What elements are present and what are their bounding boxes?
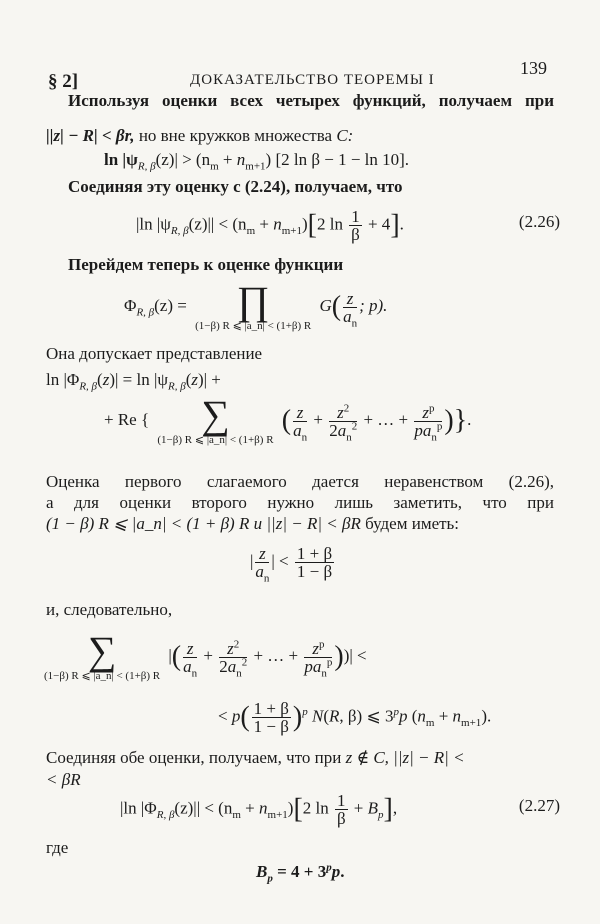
fraction: $\frac{z}{a_n}$ — [343, 288, 358, 329]
math-inline: ||z| − R| < βr, — [46, 126, 135, 145]
paragraph-line: а для оценки второго нужно лишь заметить, что при — [46, 493, 554, 512]
section-marker: § 2] — [48, 71, 79, 92]
sum-operator: ∑ (1−β) R ⩽ |a_n| < (1+β) R — [44, 628, 161, 682]
equation-line: + Re { ∑ (1−β) R ⩽ |a_n| < (1+β) R ( $\frac{z}{a_n}$ + $\frac{z^2}{2a_n^2}$ + … + $\frac{z^p}{pa_n^p}$ )}. — [104, 392, 472, 446]
equation-line: < p( $\frac{1 + \beta}{1 - \beta}$ )$^p$ N(R, β) ⩽ 3$^p$p $(n_m + n_{m+1})$. — [218, 699, 492, 736]
paragraph-line: Оценка первого слагаемого дается неравенством (2.26), — [46, 472, 554, 491]
paragraph-line: < βR — [46, 770, 81, 789]
paragraph-line: Соединяя обе оценки, получаем, что при z ∉ C, ||z| − R| < — [46, 748, 465, 767]
math-inline: C: — [336, 126, 354, 145]
paragraph-line: и, следовательно, — [46, 600, 173, 619]
running-title: ДОКАЗАТЕЛЬСТВО ТЕОРЕМЫ I — [190, 72, 435, 88]
paragraph-line: Она допускает представление — [46, 344, 263, 363]
equation-number: (2.27) — [518, 796, 560, 815]
equation-2-27: |ln $|\Phi_{R, \beta}(z)|| < (n_m + n_{m+1})[2$ ln $\frac{1}{\beta}$ + $B_p$], — [120, 791, 398, 828]
equation-phi-product: $\Phi_{R, \beta}(z)$ = ∏ (1−β) R ⩽ |a_n| < (1+β) R G( $\frac{z}{a_n}$ ; p). — [124, 278, 388, 332]
paragraph-line: Перейдем теперь к оценке функции — [68, 255, 344, 274]
paragraph-line: Соединяя эту оценку с (2.24), получаем, что — [68, 177, 403, 196]
equation-line: ∑ (1−β) R ⩽ |a_n| < (1+β) R |( $\frac{z}{a_n}$ + $\frac{z^2}{2a_n^2}$ + … + $\frac{z^p}{pa_n^p}$ ))| < — [44, 628, 367, 682]
paragraph-line — [46, 126, 353, 146]
equation-ratio: | $\frac{z}{a_n}$ | < $\frac{1 + \beta}{1 - \beta}$ — [250, 544, 333, 585]
paragraph-line: (1 − β) R ⩽ |a_n| < (1 + β) R и ||z| − R| < βR будем иметь: — [46, 514, 460, 533]
product-operator: ∏ (1−β) R ⩽ |a_n| < (1+β) R — [195, 278, 312, 332]
page-number: 139 — [520, 58, 547, 78]
paragraph-line: Используя оценки всех четырех функций, получаем при — [68, 91, 554, 110]
paragraph-line: где — [46, 838, 69, 857]
text: но вне кружков множества — [138, 126, 333, 145]
equation-2-26: |ln $|\psi_{R, \beta}(z)|| < (n_m + n_{m+1})[2$ ln $\frac{1}{\beta}$ + 4]. — [136, 207, 404, 244]
fraction: $\frac{1}{\beta}$ — [351, 207, 360, 244]
equation-line: $\ln |\Phi_{R, \beta}(z)| = \ln |\psi_{R, \beta}(z)|$ + — [46, 370, 221, 393]
equation-number: (2.26) — [518, 212, 560, 231]
equation-bp: $B_p = 4 + 3^pp$. — [256, 861, 345, 885]
sum-operator: ∑ (1−β) R ⩽ |a_n| < (1+β) R — [157, 392, 274, 446]
equation: $\ln |\psi_{R, \beta}(z)| > (n_m + n_{m+1})$ [2 ln β − 1 − ln 10]. — [104, 150, 410, 173]
